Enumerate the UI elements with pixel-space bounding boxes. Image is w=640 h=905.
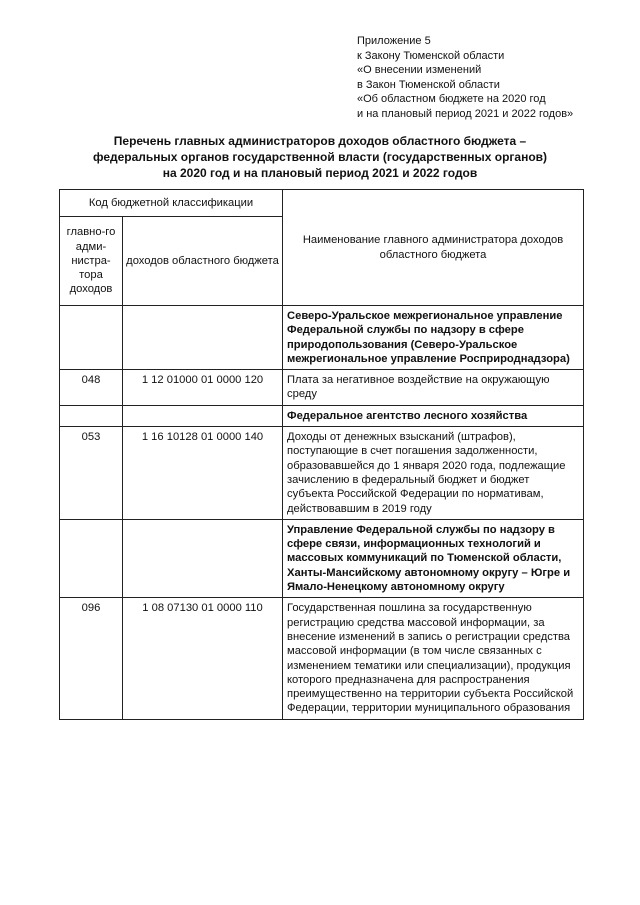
admin-code-cell: 053 — [60, 427, 123, 520]
revenue-name-cell: Плата за негативное воздействие на окружающую среду — [283, 370, 584, 406]
admin-code-cell: 096 — [60, 598, 123, 719]
admin-code-cell — [60, 519, 123, 597]
revenue-code-cell: 1 16 10128 01 0000 140 — [123, 427, 283, 520]
agency-name-cell: Управление Федеральной службы по надзору в сфере связи, информационных технологий и массовых коммуникаций по Тюменской области, Ханты-Мансийскому автономному округу – Югре и Ямало-Ненецкому автономному округу — [283, 519, 584, 597]
header-name-column: Наименование главного администратора доходов областного бюджета — [283, 190, 584, 306]
admin-code-cell — [60, 405, 123, 426]
administrators-table — [59, 189, 584, 720]
admin-code-cell: 048 — [60, 370, 123, 406]
revenue-code-cell — [123, 519, 283, 597]
revenue-name-cell: Государственная пошлина за государственную регистрацию средства массовой информации, за внесение изменений в запись о регистрации средства массовой информации (в том числе связанных с изменением тематики или специализации), продукция которого предназначена для распространения преимущественно на территории субъекта Российской Федерации, территории муниципального образования — [283, 598, 584, 719]
header-revenue-column: доходов областного бюджета — [123, 217, 283, 306]
header-classification: Код бюджетной классификации — [60, 190, 283, 217]
appendix-note: Приложение 5 к Закону Тюменской области «О внесении изменений в Закон Тюменской области «Об областном бюджете на 2020 год и на плановый период 2021 и 2022 годов» — [357, 35, 574, 120]
revenue-row — [60, 598, 584, 719]
revenue-code-cell: 1 08 07130 01 0000 110 — [123, 598, 283, 719]
revenue-code-cell — [123, 405, 283, 426]
document-title-line: федеральных органов государственной власти (государственных органов) — [92, 150, 548, 164]
revenue-name-cell: Доходы от денежных взысканий (штрафов), поступающие в счет погашения задолженности, образовавшейся до 1 января 2020 года, подлежащие зачислению в федеральный бюджет и бюджет субъекта Российской Федерации по нормативам, действовавшим в 2019 году — [283, 427, 584, 520]
agency-row — [60, 306, 584, 370]
agency-row — [60, 519, 584, 597]
document-title-line: Перечень главных администраторов доходов областного бюджета – — [113, 134, 527, 148]
document-title-line: на 2020 год и на плановый период 2021 и 2022 годов — [162, 166, 478, 180]
revenue-code-cell — [123, 306, 283, 370]
header-row — [60, 190, 584, 217]
revenue-code-cell: 1 12 01000 01 0000 120 — [123, 370, 283, 406]
agency-name-cell: Федеральное агентство лесного хозяйства — [283, 405, 584, 426]
revenue-row — [60, 370, 584, 406]
revenue-row — [60, 427, 584, 520]
agency-name-cell: Северо-Уральское межрегиональное управление Федеральной службы по надзору в сфере природопользования (Северо-Уральское межрегиональное управление Росприроднадзора) — [283, 306, 584, 370]
header-admin-column: главно-го адми-нистра-тора доходов — [60, 217, 123, 306]
admin-code-cell — [60, 306, 123, 370]
document-title — [60, 133, 580, 181]
agency-row — [60, 405, 584, 426]
